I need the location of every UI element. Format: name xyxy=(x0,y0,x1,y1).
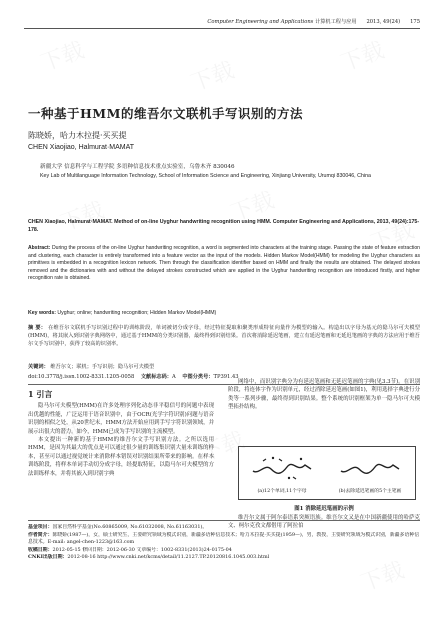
footnote xyxy=(28,524,420,562)
authors-en: CHEN Xiaojiao, Halmurat·MAMAT xyxy=(28,144,135,151)
fund-text: 国家自然科学基金(No.60865009, No.61032008, No.61163031)。 xyxy=(52,524,208,530)
watermark xyxy=(186,53,238,97)
keywords-en xyxy=(28,310,420,316)
figure-1a-caption: (a)12个单词,11个字母 xyxy=(257,489,307,494)
abstract-en-text: During the process of the on-line Uyghur handwriting recognition, a word is segmented into characters at the training stage. Passing the state of feature extraction and clustering, each character is entirely transformed into a feature vector as the input of the models. Hidden Markov Model(HMM) for modeling the Uyghur characters as primitives is embedded in a recognition lexicon network. Then through the classification identifier based on HMM and finally the results are obtained. The delayed strokes removed and the dictionaries with and without the delayed strokes constructed which are applied in the Uyghur handwriting recognition are introduced firstly, and higher recognition rate is obtained. xyxy=(28,245,420,282)
clc-code: TP391.43 xyxy=(213,374,239,380)
keywords-en-label: Key words: xyxy=(28,310,56,316)
issue: 2013, 49(24) xyxy=(366,18,401,25)
figure-1b xyxy=(329,451,411,495)
right-paragraph-2: 维吾尔文属于阿尔泰语系突厥语族。维吾尔文又是在中国新疆使用的哈萨克文、柯尔克孜文都借用了阿拉伯 xyxy=(228,515,420,530)
figure-1b-caption: (b)去除延迟笔画的5个主笔画 xyxy=(338,489,402,494)
doc-code-label: 文献标志码： xyxy=(140,374,172,380)
dates-label: 收稿日期： xyxy=(28,546,53,553)
page-number: 175 xyxy=(410,18,420,25)
authors-cn: 陈晓娇，哈力木拉提·买买提 xyxy=(28,131,127,140)
intro-paragraph-1: 隐马尔可夫模型(HMM)在许多处理序列化动态非平稳信号的问题中表现出优越的性能，广泛运用于语音识别中，由于OCR(光学字符识别)问题与语音识别的相似之处，从20世纪末，HMM方法开始应用到手写字符识别领域，并展示出很大的潜力。如今，HMM已成为手写识别的主流模型。 xyxy=(28,403,214,435)
footnote-fund xyxy=(28,524,420,532)
keywords-cn-label: 关键词： xyxy=(28,364,49,370)
intro-heading: 1 引言 xyxy=(28,389,53,399)
figure-1a xyxy=(241,451,323,495)
affiliation-en: Key Lab of Multilanguage Information Technology, School of Information Science and Engineering, Xinjiang University, Urumqi 830046, China xyxy=(40,173,371,179)
journal-name: Computer Engineering and Applications xyxy=(207,18,314,25)
abstract-cn xyxy=(28,324,420,348)
header-right xyxy=(207,18,420,25)
right-paragraph-1: 网络中，而识别字典分为有延迟笔画和无延迟笔画的字典(见3.3节)。在识别阶段，将连体字作为识别单元，经过消除延迟笔画(如图1)，利用选择字典进行分类等一系列步骤，最终得到识别结果。整个系统的识别框架为单一隐马尔可夫模型拓扑结构。 xyxy=(228,379,420,411)
footnote-divider xyxy=(28,520,420,521)
handwriting-sample-a-image xyxy=(249,453,315,481)
handwriting-sample-b-image xyxy=(337,453,403,481)
dates-text: 2012-05-15 修回日期：2012-06-30 文章编号：1002-8331(2013)24-0175-04 xyxy=(52,546,232,553)
footnote-author xyxy=(28,532,420,547)
clc-label: 中图分类号： xyxy=(182,374,214,380)
fund-label: 基金项目： xyxy=(28,524,53,530)
footnote-cnki xyxy=(28,554,420,562)
doi: doi:10.3778/j.issn.1002-8331.1205-0058 xyxy=(28,374,135,380)
author-label: 作者简介： xyxy=(28,531,53,538)
abstract-cn-label: 摘 要： xyxy=(28,325,47,331)
running-header xyxy=(24,14,420,29)
keywords-en-text: Uyghur; online; handwriting recognition; Hidden Markov Model(HMM) xyxy=(57,310,217,316)
footnote-dates xyxy=(28,547,420,555)
left-column xyxy=(28,390,214,478)
figure-1 xyxy=(238,446,416,500)
abstract-en xyxy=(28,245,420,283)
abstract-cn-text: 在维吾尔文联机手写识别过程中的训练阶段，单词被切分成字母，经过特征提取和聚类形成特征向量作为模型的输入。构造出以字母为基元的隐马尔可夫模型(HMM)，将其嵌入到识别字典网络中，通过基于HMM的分类识别器，最终得到识别结果。首次将消除延迟笔画，建立有延迟笔画和无延迟笔画的字典的方法应用于维吾尔文手写识别中，获得了较高的识别率。 xyxy=(28,325,420,347)
abstract-en-label: Abstract: xyxy=(28,245,51,251)
cnki-text: 2012-08-16 http://www.cnki.net/kcms/detail/11.2127.TP.20120816.1045.003.html xyxy=(67,554,270,561)
watermark xyxy=(36,33,88,77)
author-text: 陈晓娇(1987—)，女，硕士研究生，主要研究领域为模式识别，新疆多语种信息技术；哈力木拉提·买买提(1959—)，男，教授，主要研究领域为模式识别，新疆多语种信息技术。E-mail: angel-chen-1223@163.com xyxy=(28,531,420,546)
affiliation-cn: 新疆大学 信息科学与工程学院 多语种信息技术重点实验室，乌鲁木齐 830046 xyxy=(40,164,235,170)
intro-paragraph-2: 本文提出一种新的基于HMM的维吾尔文手写识别方法。之所以选用HMM，是因为其最大的优点是可以通过很少量的训练集识别大量未训练的样本，甚至可以通过视觉统计来消除样本错误对识别结果所带来的影响。在样本训练阶段，将样本单词手动切分成字母，经提取特征，以隐马尔可夫模型的方法训练样本，并将其嵌入到识别字典 xyxy=(28,437,214,477)
keywords-cn xyxy=(28,363,420,370)
figure-1-caption: 图1 消除延迟笔画的示例 xyxy=(294,506,354,512)
cnki-label: CNKI出版日期： xyxy=(28,554,68,561)
watermark xyxy=(336,33,388,77)
paper-title: 一种基于HMM的维吾尔文联机手写识别的方法 xyxy=(28,106,303,121)
journal-name-cn: 计算机工程与应用 xyxy=(315,18,357,25)
keywords-cn-text: 维吾尔文；联机；手写识别；隐马尔可夫模型 xyxy=(50,364,155,370)
doc-code: A xyxy=(172,374,176,380)
citation: CHEN Xiaojiao, Halmurat·MAMAT. Method of on-line Uyghur handwriting recognition using HMM. Computer Engineering and Applications, 2013, 49(24):175-178. xyxy=(28,219,420,233)
